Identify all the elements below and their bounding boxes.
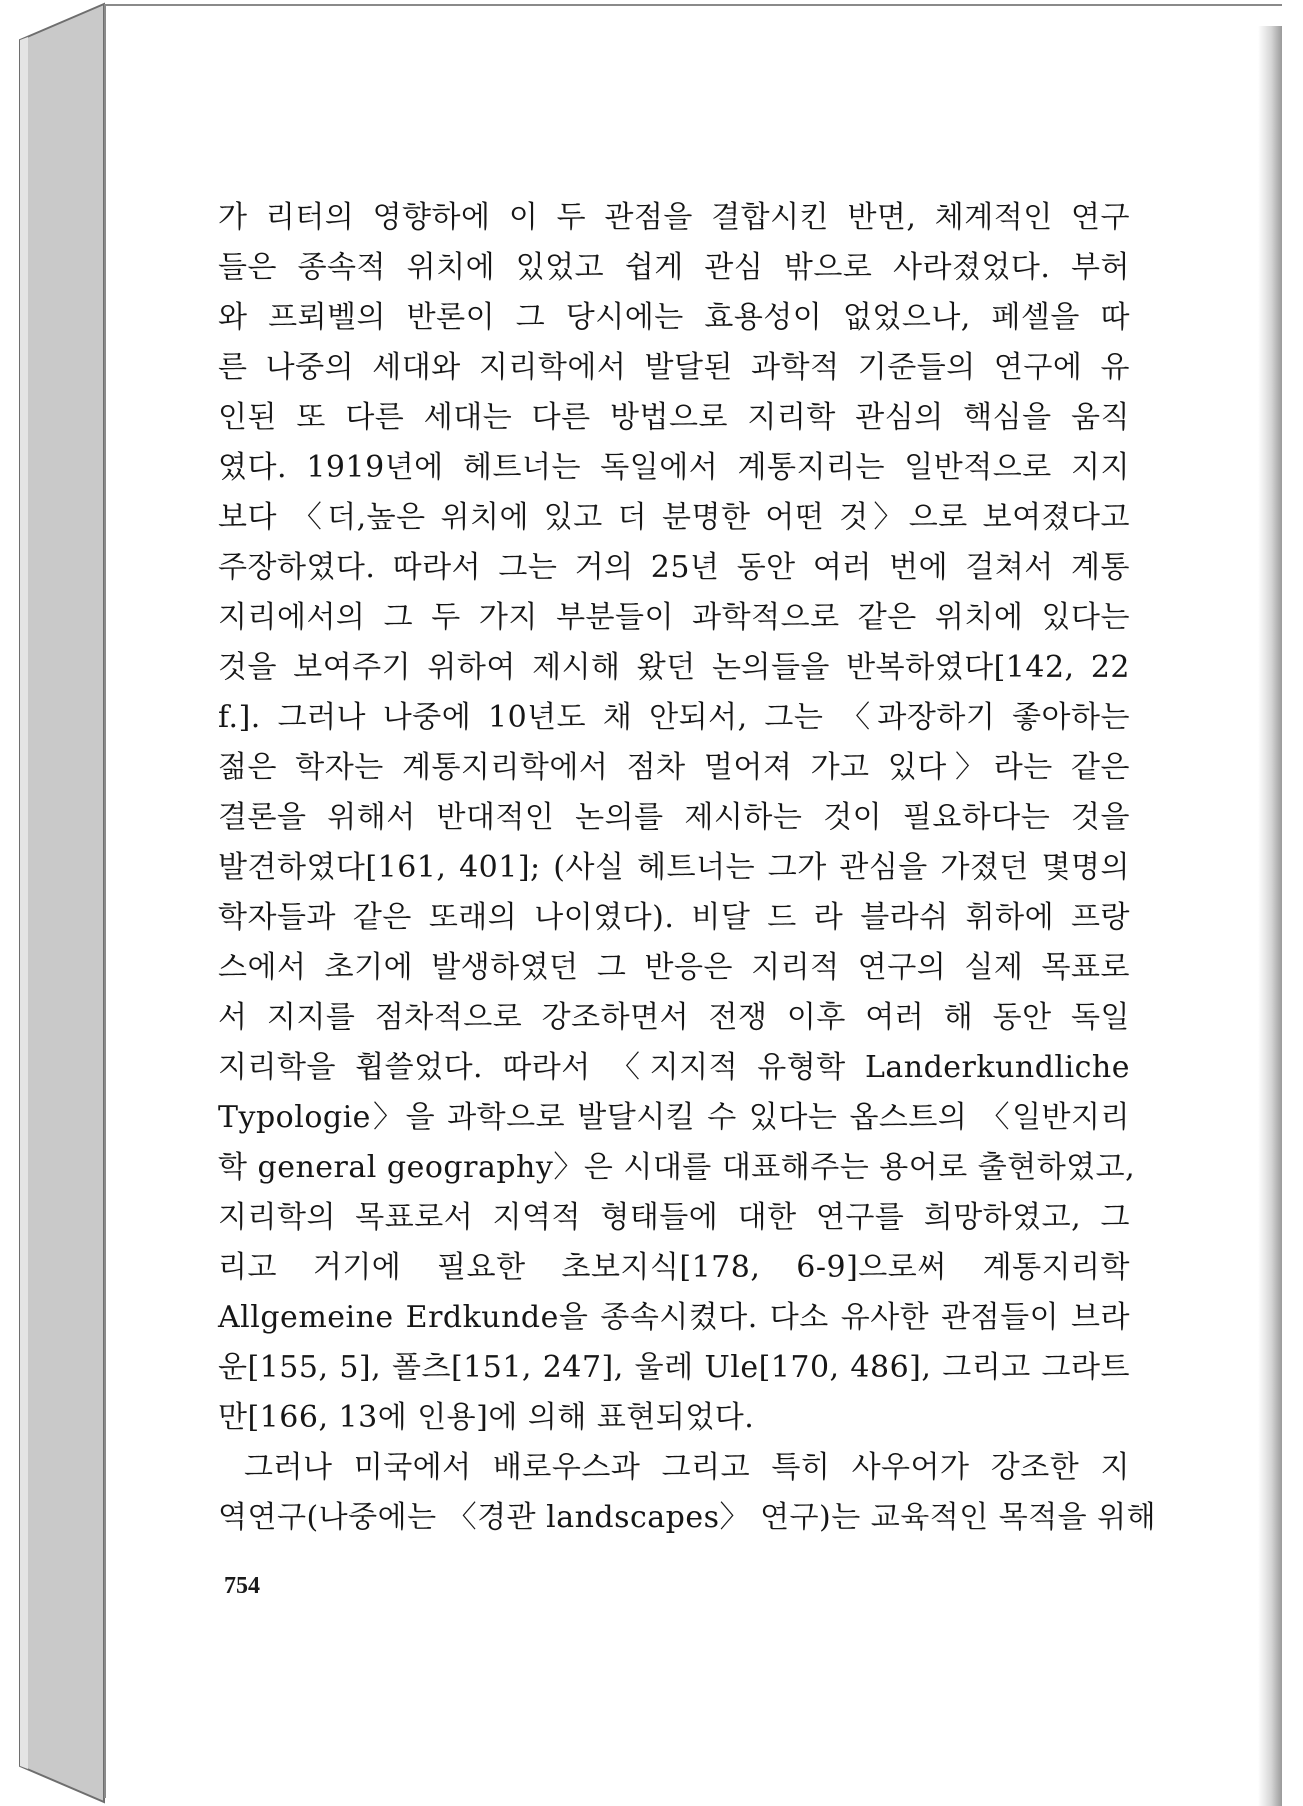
book-spine [0, 0, 110, 1806]
text-line: 것을 보여주기 위하여 제시해 왔던 논의들을 반복하였다[142, 22 [218, 650, 1130, 685]
text-line: f.]. 그러나 나중에 10년도 채 안되서, 그는 〈과장하기 좋아하는 [218, 700, 1130, 735]
text-line: 보다 〈더,높은 위치에 있고 더 분명한 어떤 것〉으로 보여졌다고 [218, 500, 1130, 535]
page-edge-shadow [1258, 26, 1282, 1806]
text-line: 가 리터의 영향하에 이 두 관점을 결합시킨 반면, 체계적인 연구 [218, 200, 1130, 235]
text-line: 스에서 초기에 발생하였던 그 반응은 지리적 연구의 실제 목표로 [218, 950, 1130, 985]
text-line: 지리에서의 그 두 가지 부분들이 과학적으로 같은 위치에 있다는 [218, 600, 1130, 635]
text-line: 주장하였다. 따라서 그는 거의 25년 동안 여러 번에 걸쳐서 계통 [218, 550, 1130, 585]
text-line: 역연구(나중에는 〈경관 landscapes〉 연구)는 교육적인 목적을 위해 [218, 1500, 1157, 1535]
text-line: 와 프뢰벨의 반론이 그 당시에는 효용성이 없었으나, 페셀을 따 [218, 300, 1130, 335]
text-line: 인된 또 다른 세대는 다른 방법으로 지리학 관심의 핵심을 움직 [218, 400, 1130, 435]
text-line: 리고 거기에 필요한 초보지식[178, 6-9]으로써 계통지리학 [218, 1250, 1130, 1285]
text-line: 지리학을 휩쓸었다. 따라서 〈지지적 유형학 Landerkundliche [218, 1050, 1130, 1085]
page-number: 754 [224, 1573, 260, 1599]
text-line: 만[166, 13에 인용]에 의해 표현되었다. [218, 1400, 755, 1435]
text-line: 운[155, 5], 폴츠[151, 247], 울레 Ule[170, 486], 그리고 그라트 [218, 1350, 1130, 1385]
body-text [218, 193, 1157, 1543]
text-line: 지리학의 목표로서 지역적 형태들에 대한 연구를 희망하였고, 그 [218, 1200, 1130, 1235]
text-line: 서 지지를 점차적으로 강조하면서 전쟁 이후 여러 해 동안 독일 [218, 1000, 1130, 1035]
text-line: 결론을 위해서 반대적인 논의를 제시하는 것이 필요하다는 것을 [218, 800, 1130, 835]
text-line: 들은 종속적 위치에 있었고 쉽게 관심 밖으로 사라졌었다. 부허 [218, 250, 1130, 285]
text-line: 발견하였다[161, 401]; (사실 헤트너는 그가 관심을 가졌던 몇명의 [218, 850, 1130, 885]
text-line: Typologie〉을 과학으로 발달시킬 수 있다는 옵스트의 〈일반지리 [218, 1100, 1130, 1135]
text-line: 젊은 학자는 계통지리학에서 점차 멀어져 가고 있다〉라는 같은 [218, 750, 1130, 785]
text-line: 였다. 1919년에 헤트너는 독일에서 계통지리는 일반적으로 지지 [218, 450, 1130, 485]
text-line: 그러나 미국에서 배로우스과 그리고 특히 사우어가 강조한 지 [244, 1450, 1130, 1485]
text-line: 른 나중의 세대와 지리학에서 발달된 과학적 기준들의 연구에 유 [218, 350, 1130, 385]
text-line: Allgemeine Erdkunde을 종속시켰다. 다소 유사한 관점들이 브라 [218, 1300, 1130, 1335]
text-line: 학 general geography〉은 시대를 대표해주는 용어로 출현하였고, [218, 1150, 1136, 1185]
text-line: 학자들과 같은 또래의 나이였다). 비달 드 라 블라쉬 휘하에 프랑 [218, 900, 1130, 935]
book-spine-graphic [0, 0, 110, 1806]
